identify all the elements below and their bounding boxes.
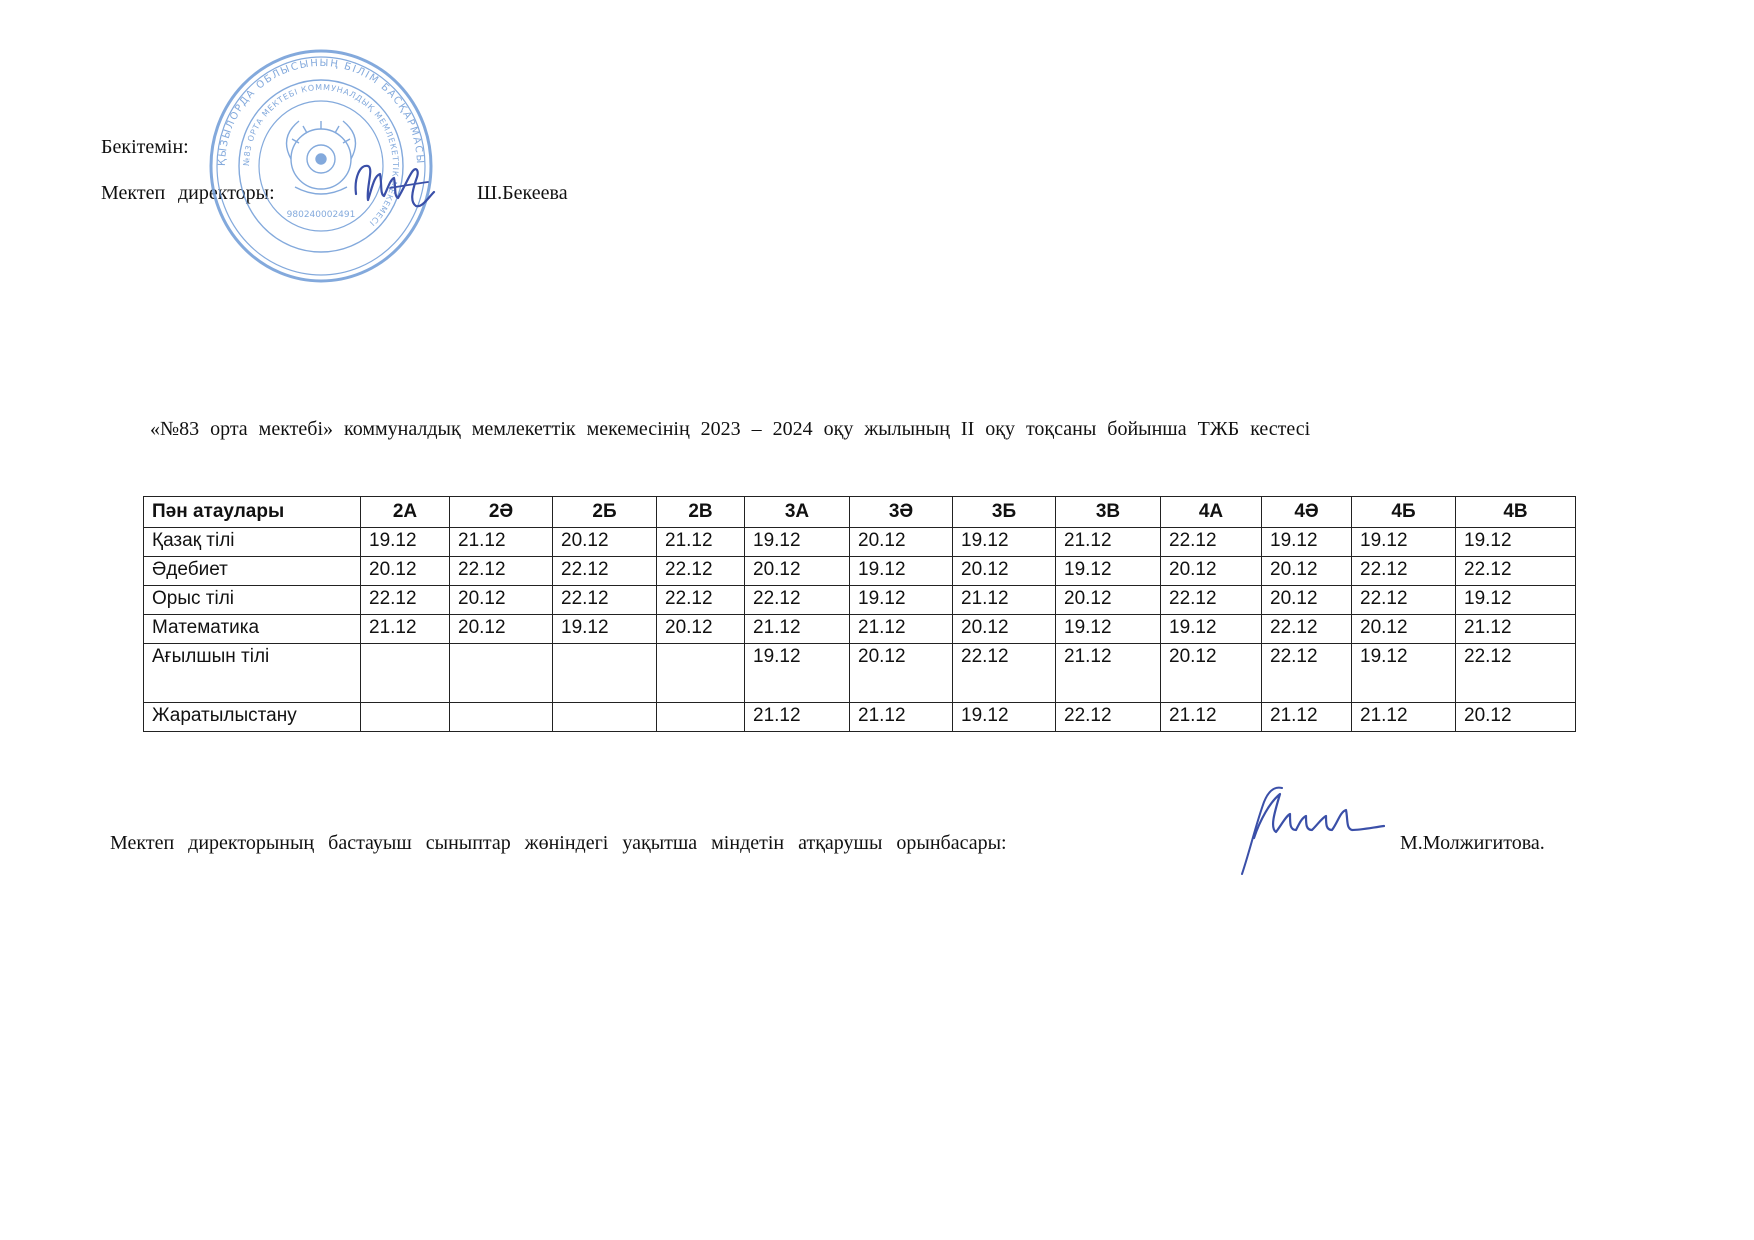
deputy-name: М.Молжигитова.	[1400, 832, 1545, 854]
table-cell: 19.12	[1056, 615, 1161, 644]
table-cell: 20.12	[1262, 586, 1352, 615]
subject-name-cell: Қазақ тілі	[144, 528, 361, 557]
table-cell: 22.12	[1262, 644, 1352, 703]
table-row	[144, 586, 1576, 615]
table-cell: 20.12	[1161, 557, 1262, 586]
table-cell: 22.12	[1161, 528, 1262, 557]
table-cell: 19.12	[745, 528, 850, 557]
table-cell: 22.12	[1262, 615, 1352, 644]
seal-bin-number: 980240002491	[286, 210, 356, 220]
table-cell: 19.12	[1456, 528, 1576, 557]
table-cell	[361, 703, 450, 732]
table-cell: 20.12	[657, 615, 745, 644]
table-cell: 22.12	[1056, 703, 1161, 732]
table-cell: 20.12	[1056, 586, 1161, 615]
table-cell: 19.12	[850, 557, 953, 586]
table-cell: 22.12	[1456, 644, 1576, 703]
table-header-cell: 2Ә	[450, 497, 553, 528]
table-cell: 21.12	[745, 703, 850, 732]
deputy-handwritten-signature	[1240, 780, 1385, 878]
table-cell	[657, 703, 745, 732]
table-cell: 20.12	[1262, 557, 1352, 586]
table-cell: 21.12	[1456, 615, 1576, 644]
table-cell: 19.12	[953, 703, 1056, 732]
table-header-cell: 3А	[745, 497, 850, 528]
table-cell: 19.12	[361, 528, 450, 557]
table-cell: 21.12	[850, 615, 953, 644]
table-cell	[553, 644, 657, 703]
table-cell: 22.12	[553, 557, 657, 586]
table-row	[144, 644, 1576, 703]
director-role-part-1: Мектеп	[101, 182, 166, 204]
table-cell: 22.12	[657, 586, 745, 615]
table-cell: 19.12	[1056, 557, 1161, 586]
table-cell: 20.12	[1456, 703, 1576, 732]
table-header-cell: 4А	[1161, 497, 1262, 528]
table-cell: 22.12	[745, 586, 850, 615]
table-header-cell: 3Ә	[850, 497, 953, 528]
table-cell: 20.12	[850, 528, 953, 557]
table-header-cell: Пән атаулары	[144, 497, 361, 528]
table-cell: 21.12	[1056, 644, 1161, 703]
table-cell: 21.12	[361, 615, 450, 644]
table-row	[144, 615, 1576, 644]
schedule-table	[143, 496, 1576, 732]
seal-emblem-icon	[287, 121, 356, 194]
subject-name-cell: Ағылшын тілі	[144, 644, 361, 703]
table-cell: 19.12	[1352, 528, 1456, 557]
table-cell: 19.12	[953, 528, 1056, 557]
seal-outer-ring-text: ҚЫЗЫЛОРДА ОБЛЫСЫНЫҢ БІЛІМ БАСҚАРМАСЫ	[216, 57, 426, 167]
table-cell: 21.12	[953, 586, 1056, 615]
table-cell: 21.12	[1352, 703, 1456, 732]
approval-label: Бекітемін:	[101, 136, 189, 158]
table-cell: 22.12	[361, 586, 450, 615]
table-cell: 20.12	[953, 557, 1056, 586]
table-cell: 22.12	[1352, 557, 1456, 586]
table-cell	[450, 644, 553, 703]
table-cell: 22.12	[1352, 586, 1456, 615]
table-cell: 20.12	[450, 586, 553, 615]
table-header-row	[144, 497, 1576, 528]
subject-name-cell: Әдебиет	[144, 557, 361, 586]
table-cell: 19.12	[1456, 586, 1576, 615]
table-header-cell: 2А	[361, 497, 450, 528]
table-cell: 21.12	[450, 528, 553, 557]
table-cell: 20.12	[850, 644, 953, 703]
table-cell: 19.12	[1352, 644, 1456, 703]
table-header-cell: 2Б	[553, 497, 657, 528]
table-cell: 21.12	[745, 615, 850, 644]
seal-inner-ring-text: №83 ОРТА МЕКТЕБІ КОММУНАЛДЫҚ МЕМЛЕКЕТТІК МЕКЕМЕСІ	[241, 82, 401, 229]
table-cell: 20.12	[1161, 644, 1262, 703]
table-cell: 22.12	[553, 586, 657, 615]
table-cell	[450, 703, 553, 732]
table-row	[144, 528, 1576, 557]
table-cell: 19.12	[745, 644, 850, 703]
table-cell: 22.12	[450, 557, 553, 586]
table-cell: 19.12	[850, 586, 953, 615]
table-cell: 20.12	[1352, 615, 1456, 644]
table-cell: 20.12	[953, 615, 1056, 644]
table-header-cell: 2В	[657, 497, 745, 528]
table-cell: 19.12	[1262, 528, 1352, 557]
subject-name-cell: Жаратылыстану	[144, 703, 361, 732]
table-cell: 22.12	[1456, 557, 1576, 586]
table-cell: 19.12	[1161, 615, 1262, 644]
director-role-part-2: директоры:	[178, 182, 275, 204]
director-handwritten-signature	[350, 158, 438, 213]
table-header-cell: 4В	[1456, 497, 1576, 528]
table-cell: 20.12	[745, 557, 850, 586]
table-cell: 19.12	[553, 615, 657, 644]
table-cell: 22.12	[1161, 586, 1262, 615]
deputy-role: Мектеп директорының бастауыш сыныптар жөніндегі уақытша міндетін атқарушы орынбасары:	[110, 832, 1007, 854]
document-title: «№83 орта мектебі» коммуналдық мемлекеттік мекемесінің 2023 – 2024 оқу жылының II оқу тоқсаны бойынша ТЖБ кестесі	[150, 418, 1311, 440]
table-header-cell: 4Б	[1352, 497, 1456, 528]
table-cell: 21.12	[850, 703, 953, 732]
table-cell	[553, 703, 657, 732]
table-header-cell: 3В	[1056, 497, 1161, 528]
table-cell: 20.12	[361, 557, 450, 586]
table-row	[144, 557, 1576, 586]
table-cell: 20.12	[553, 528, 657, 557]
table-row	[144, 703, 1576, 732]
table-cell: 21.12	[1056, 528, 1161, 557]
table-header-cell: 3Б	[953, 497, 1056, 528]
table-cell: 21.12	[657, 528, 745, 557]
table-cell: 20.12	[450, 615, 553, 644]
table-cell	[657, 644, 745, 703]
table-header-cell: 4Ә	[1262, 497, 1352, 528]
subject-name-cell: Орыс тілі	[144, 586, 361, 615]
table-cell: 21.12	[1161, 703, 1262, 732]
table-cell: 22.12	[953, 644, 1056, 703]
table-cell: 21.12	[1262, 703, 1352, 732]
director-name: Ш.Бекеева	[477, 182, 568, 204]
table-cell: 22.12	[657, 557, 745, 586]
table-cell	[361, 644, 450, 703]
subject-name-cell: Математика	[144, 615, 361, 644]
